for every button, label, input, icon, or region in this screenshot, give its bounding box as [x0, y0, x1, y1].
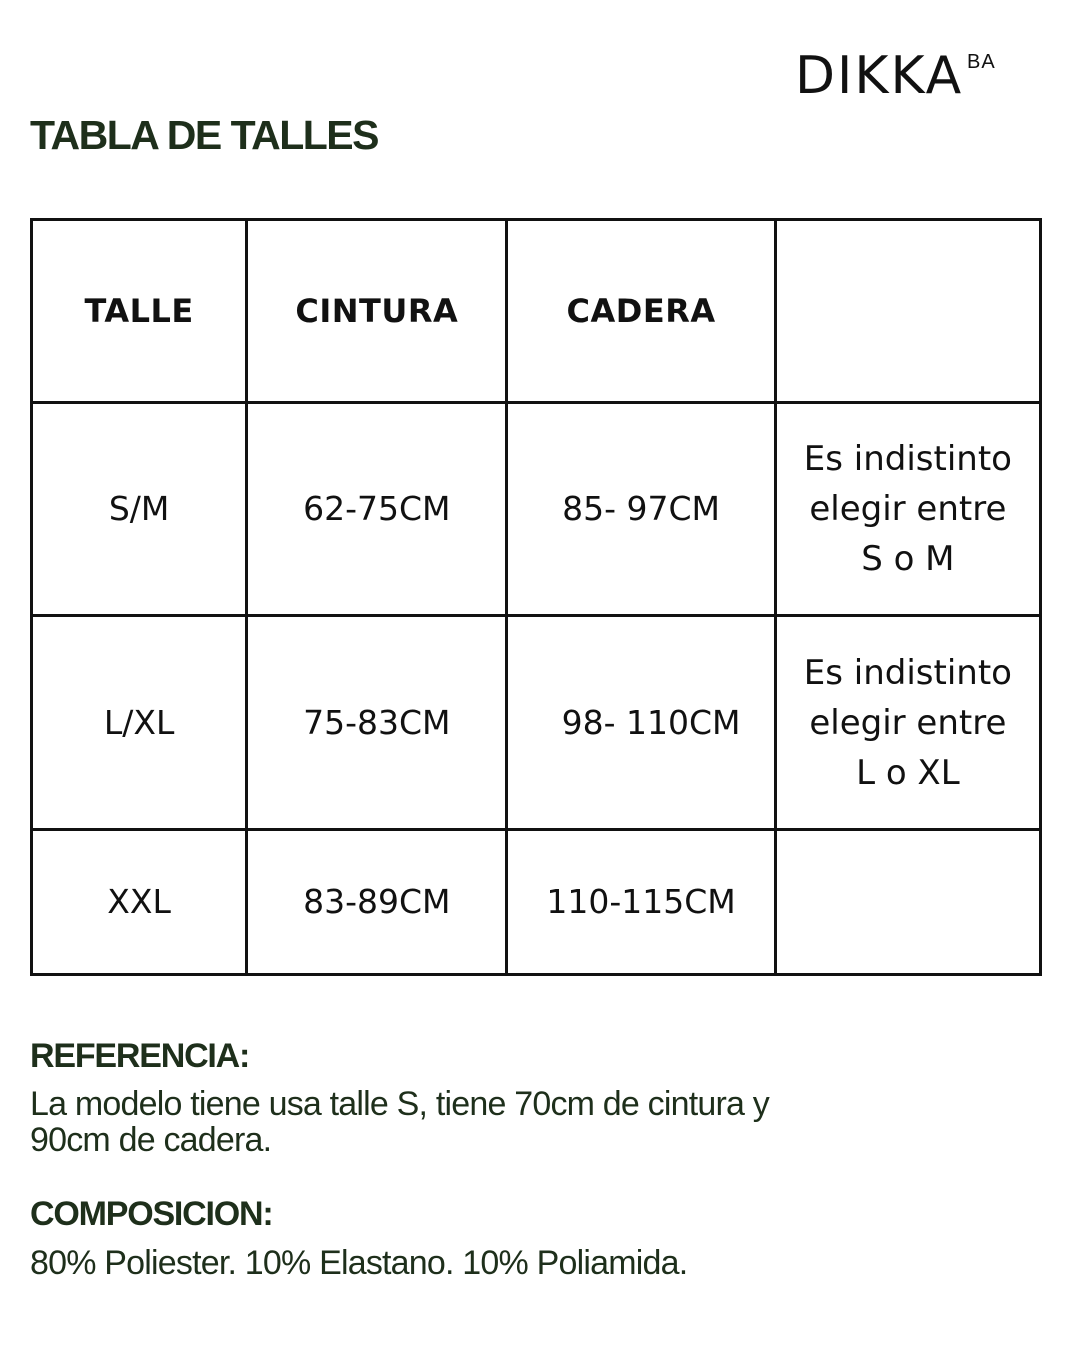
header-cintura: CINTURA	[247, 220, 507, 403]
cell-cintura: 62-75CM	[247, 403, 507, 616]
header-notes	[775, 220, 1040, 403]
note-line: elegir entre	[809, 702, 1007, 743]
header-cadera: CADERA	[507, 220, 775, 403]
cell-note	[775, 403, 1040, 616]
cell-cadera: 98- 110CM	[507, 616, 775, 830]
cell-talle: S/M	[32, 403, 247, 616]
referencia-heading: REFERENCIA:	[30, 1037, 250, 1075]
cell-cadera: 85- 97CM	[507, 403, 775, 616]
table-row	[32, 616, 1041, 830]
referencia-line: 90cm de cadera.	[30, 1121, 272, 1159]
brand-logo	[795, 46, 996, 106]
cell-cadera: 110-115CM	[507, 830, 775, 975]
note-line: Es indistinto	[803, 652, 1012, 693]
note-line: L o XL	[856, 752, 960, 793]
composicion-text: 80% Poliester. 10% Elastano. 10% Poliamida.	[30, 1244, 688, 1282]
brand-name: DIKKA	[795, 46, 964, 106]
cell-talle: L/XL	[32, 616, 247, 830]
cell-note	[775, 616, 1040, 830]
brand-superscript: BA	[967, 51, 996, 73]
size-table	[30, 218, 1042, 976]
table-header-row	[32, 220, 1041, 403]
note-line: S o M	[861, 539, 955, 579]
referencia-text	[30, 1086, 930, 1158]
header-talle: TALLE	[32, 220, 247, 403]
table-row	[32, 403, 1041, 616]
table-row	[32, 830, 1041, 975]
page-title: TABLA DE TALLES	[30, 112, 378, 158]
cell-cintura: 83-89CM	[247, 830, 507, 975]
cell-note	[775, 830, 1040, 975]
note-line: Es indistinto	[803, 439, 1012, 479]
composicion-heading: COMPOSICION:	[30, 1195, 273, 1233]
note-line: elegir entre	[809, 489, 1007, 529]
cell-cintura: 75-83CM	[247, 616, 507, 830]
referencia-line: La modelo tiene usa talle S, tiene 70cm de cintura y	[30, 1085, 769, 1123]
cell-talle: XXL	[32, 830, 247, 975]
